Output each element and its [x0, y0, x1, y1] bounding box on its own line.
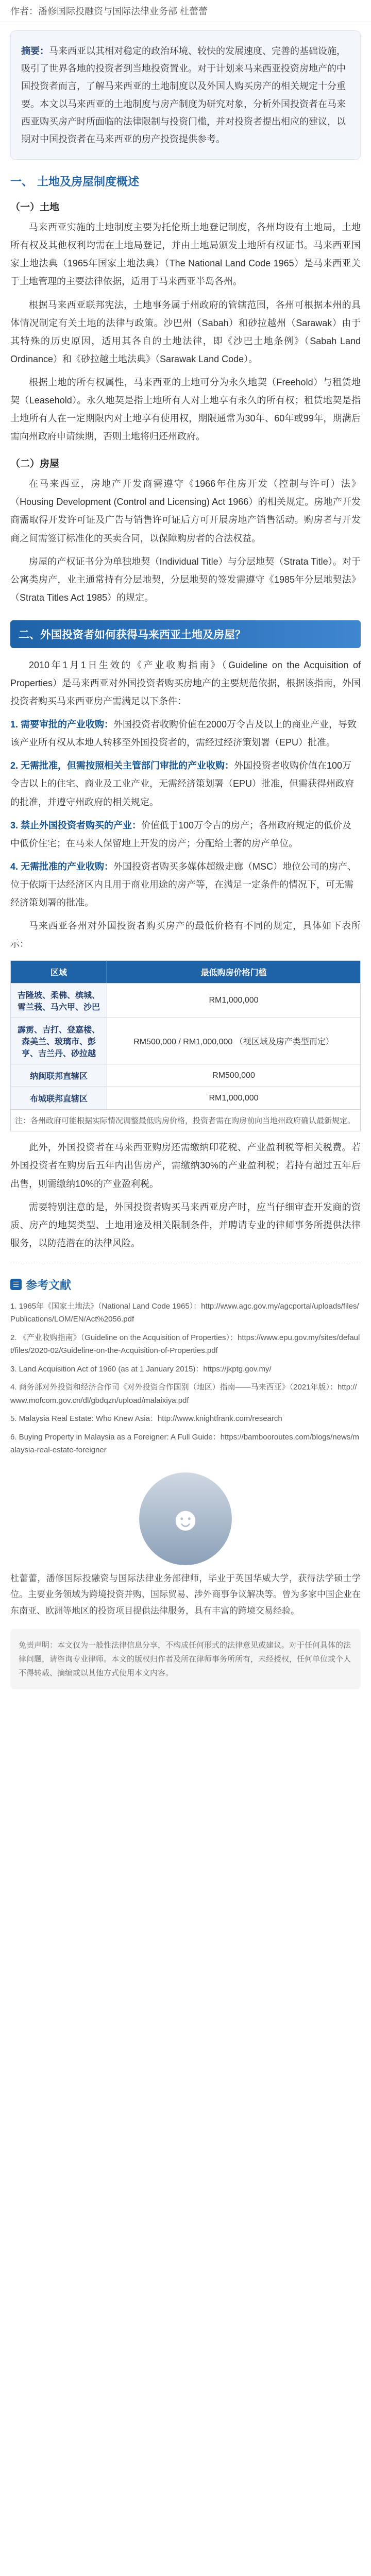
section-heading: 外国投资者如何获得马来西亚土地及房屋？ [40, 629, 246, 641]
rule-text: 外国投资者收购价值在100万令吉以上的住宅、商业及工业产业，无需经济策划署（EPU）批准，但需获得州政府的批准，并遵守州政府的相关规定。 [10, 760, 355, 807]
rule-title: 4. 无需批准的产业收购： [10, 861, 114, 872]
table-header: 最低购房价格门槛 [107, 961, 361, 984]
section-banner-2 [10, 620, 361, 648]
disclaimer-box: 免责声明：本文仅为一般性法律信息分享，不构成任何形式的法律意见或建议。对于任何具体的法律问题，请咨询专业律师。本文的版权归作者及所在律师事务所所有，未经授权，任何单位或个人不得转载、摘编或以其他方式使用本文内容。 [10, 1629, 361, 1689]
reference-item: 5. Malaysia Real Estate: Who Knew Asia：http://www.knightfrank.com/research [10, 1414, 282, 1423]
table-row [11, 1087, 361, 1110]
abstract-box [10, 30, 361, 160]
reference-item: 4. 商务部对外投资和经济合作司《对外投资合作国别（地区）指南——马来西亚》（2021年版）：http://www.mofcom.gov.cn/dl/gbdqzn/upload/malaixiya.pdf [10, 1383, 357, 1405]
reference-list [10, 1300, 361, 1457]
rule-title: 3. 禁止外国投资者购买的产业： [10, 820, 142, 831]
reference-item: 1. 1965年《国家土地法》（National Land Code 1965）：http://www.agc.gov.my/agcportal/uploads/files/Publications/LOM/EN/Act%2056.pdf [10, 1301, 359, 1324]
table-row [11, 1064, 361, 1087]
reference-item: 3. Land Acquisition Act of 1960 (as at 1 January 2015)：https://jkptg.gov.my/ [10, 1364, 272, 1374]
table-cell-region: 霹雳、吉打、登嘉楼、森美兰、玻璃市、彭亨、吉兰丹、砂拉越 [11, 1018, 107, 1064]
table-cell-region: 纳闽联邦直辖区 [11, 1064, 107, 1087]
rule-item [10, 716, 361, 752]
section-title-1 [10, 173, 361, 189]
table-notes: 注：各州政府可能根据实际情况调整最低购房价格，投资者需在购房前向当地州政府确认最新规定。 [11, 1110, 361, 1131]
rule-text: 外国投资者收购价值在2000万令吉及以上的商业产业，导致该产业所有权从本地人转移至外国投资者的，需经过经济策划署（EPU）批准。 [10, 719, 357, 748]
book-icon: ☰ [10, 1279, 22, 1290]
author-bar: 作者：潘修国际投融资与国际法律业务部 杜蕾蕾 [0, 0, 371, 22]
paragraph: 在马来西亚，房地产开发商需遵守《1966年住房开发（控制与许可）法》（Housing Development (Control and Licensing) Act 1966）的相关规定。房地产开发商需取得开发许可证及广告与销售许可证后方可开展房地产销售活动。购房者与开发商之间需签订标准化的买卖合同，以保障购房者的合法权益。 [10, 479, 361, 544]
table-header: 区域 [11, 961, 107, 984]
subsection-land: （一）土地 [10, 202, 60, 213]
rule-item [10, 858, 361, 912]
section-number: 一、 [10, 175, 33, 189]
paragraph: 2010年1月1日生效的《产业收购指南》（Guideline on the Acquisition of Properties）是马来西亚对外国投资者购买房地产的主要规范依据，根据该指南，外国投资者购买马来西亚房产需满足以下条件： [10, 659, 361, 707]
paragraph: 根据马来西亚联邦宪法，土地事务属于州政府的管辖范围，各州可根据本州的具体情况制定有关土地的法律与政策。沙巴州（Sabah）和砂拉越州（Sarawak）由于其特殊的历史原因，适用其各自的土地法律，即《沙巴土地条例》（Sabah Land Ordinance）和《砂拉越土地法典》（Sarawak Land Code）。 [10, 299, 361, 364]
paragraph: 房屋的产权证书分为单独地契（Individual Title）与分层地契（Strata Title）。对于公寓类房产，业主通常持有分层地契，分层地契的签发需遵守《1985年分层地契法》（Strata Titles Act 1985）的规定。 [10, 556, 361, 603]
references-heading: 参考文献 [26, 1278, 72, 1292]
table-cell-region: 布城联邦直辖区 [11, 1087, 107, 1110]
rule-item [10, 757, 361, 811]
rule-text: 价值低于100万令吉的房产；各州政府规定的低价及中低价住宅；在马来人保留地上开发的房产；分配给土著的房产单位。 [10, 820, 352, 849]
paragraph: 此外，外国投资者在马来西亚购房还需缴纳印花税、产业盈利税等相关税费。若外国投资者在购房后五年内出售房产，需缴纳30%的产业盈利税；若持有超过五年后出售，则需缴纳10%的产业盈利税。 [10, 1142, 361, 1189]
table-cell-price: RM500,000 / RM1,000,000 （视区域及房产类型而定） [107, 1018, 361, 1064]
bottom-spacer [0, 1689, 371, 1710]
author-avatar: ☻ [139, 1472, 232, 1565]
table-row-notes [11, 1110, 361, 1131]
price-threshold-table [10, 960, 361, 1131]
abstract-label: 摘要： [21, 46, 49, 56]
section-heading: 土地及房屋制度概述 [37, 175, 140, 189]
rule-text: 外国投资者购买多媒体超级走廊（MSC）地位公司的房产、位于依斯干达经济区内且用于商业用途的房产等，在满足一定条件的情况下，可无需经济策划署的批准。 [10, 861, 357, 908]
rule-title: 1. 需要审批的产业收购： [10, 719, 114, 730]
paragraph: 根据土地的所有权属性，马来西亚的土地可分为永久地契（Freehold）与租赁地契（Leasehold）。永久地契是指土地所有人对土地享有永久的所有权；租赁地契是指土地所有人在一定期限内对土地享有使用权，期限通常为30年、60年或99年，期满后需向州政府申请续期，否则土地将归还州政府。 [10, 377, 361, 442]
paragraph: 需要特别注意的是，外国投资者购买马来西亚房产时，应当仔细审查开发商的资质、房产的地契类型、土地用途及相关限制条件，并聘请专业的律师事务所提供法律服务，以防范潜在的法律风险。 [10, 1201, 361, 1248]
references-title [10, 1277, 361, 1293]
abstract-text: 马来西亚以其相对稳定的政治环境、较快的发展速度、完善的基础设施，吸引了世界各地的投资者到当地投资置业。对于计划来马来西亚投资房地产的中国投资者而言，了解马来西亚的土地制度以及外国人购买房产的相关规定十分重要。本文以马来西亚的土地制度与房产制度为研究对象，分析外国投资者在马来西亚购买房产时所面临的法律限制与投资门槛，并对投资者提出相应的建议，以期对中国投资者在马来西亚的房产投资提供参考。 [21, 46, 346, 144]
table-cell-price: RM1,000,000 [107, 1087, 361, 1110]
reference-item: 2. 《产业收购指南》（Guideline on the Acquisition of Properties）：https://www.epu.gov.my/sites/default/files/2020-02/Guideline-on-the-Acquisition-of-Properties.pdf [10, 1333, 360, 1355]
paragraph: 马来西亚实施的土地制度主要为托伦斯土地登记制度，各州均设有土地局，土地所有权及其他权利均需在土地局登记，并由土地局颁发土地所有权证书。马来西亚国家土地法典（1965年国家土地法典）（The National Land Code 1965）是马来西亚关于土地管理的主要法律依据，适用于马来西亚半岛各州。 [10, 222, 361, 287]
author-photo-wrap [0, 1472, 371, 1565]
rule-title: 2. 无需批准，但需按照相关主管部门审批的产业收购： [10, 760, 234, 771]
table-cell-price: RM500,000 [107, 1064, 361, 1087]
rule-item [10, 817, 361, 853]
table-row [11, 1018, 361, 1064]
table-cell-price: RM1,000,000 [107, 984, 361, 1018]
section-number: 二、 [19, 629, 40, 641]
table-row [11, 984, 361, 1018]
table-cell-region: 吉隆坡、柔佛、槟城、雪兰莪、马六甲、沙巴 [11, 984, 107, 1018]
paragraph: 马来西亚各州对外国投资者购买房产的最低价格有不同的规定，具体如下表所示： [10, 921, 361, 950]
reference-item: 6. Buying Property in Malaysia as a Foreigner: A Full Guide：https://bambooroutes.com/blogs/news/malaysia-real-estate-foreigner [10, 1432, 359, 1455]
author-bio: 杜蕾蕾，潘修国际投融资与国际法律业务部律师，毕业于英国华威大学，获得法学硕士学位。主要业务领域为跨境投资并购、国际贸易、涉外商事争议解决等。曾为多家中国企业在东南亚、欧洲等地区的投资项目提供法律服务，具有丰富的跨境交易经验。 [10, 1573, 361, 1616]
subsection-housing: （二）房屋 [10, 459, 60, 470]
